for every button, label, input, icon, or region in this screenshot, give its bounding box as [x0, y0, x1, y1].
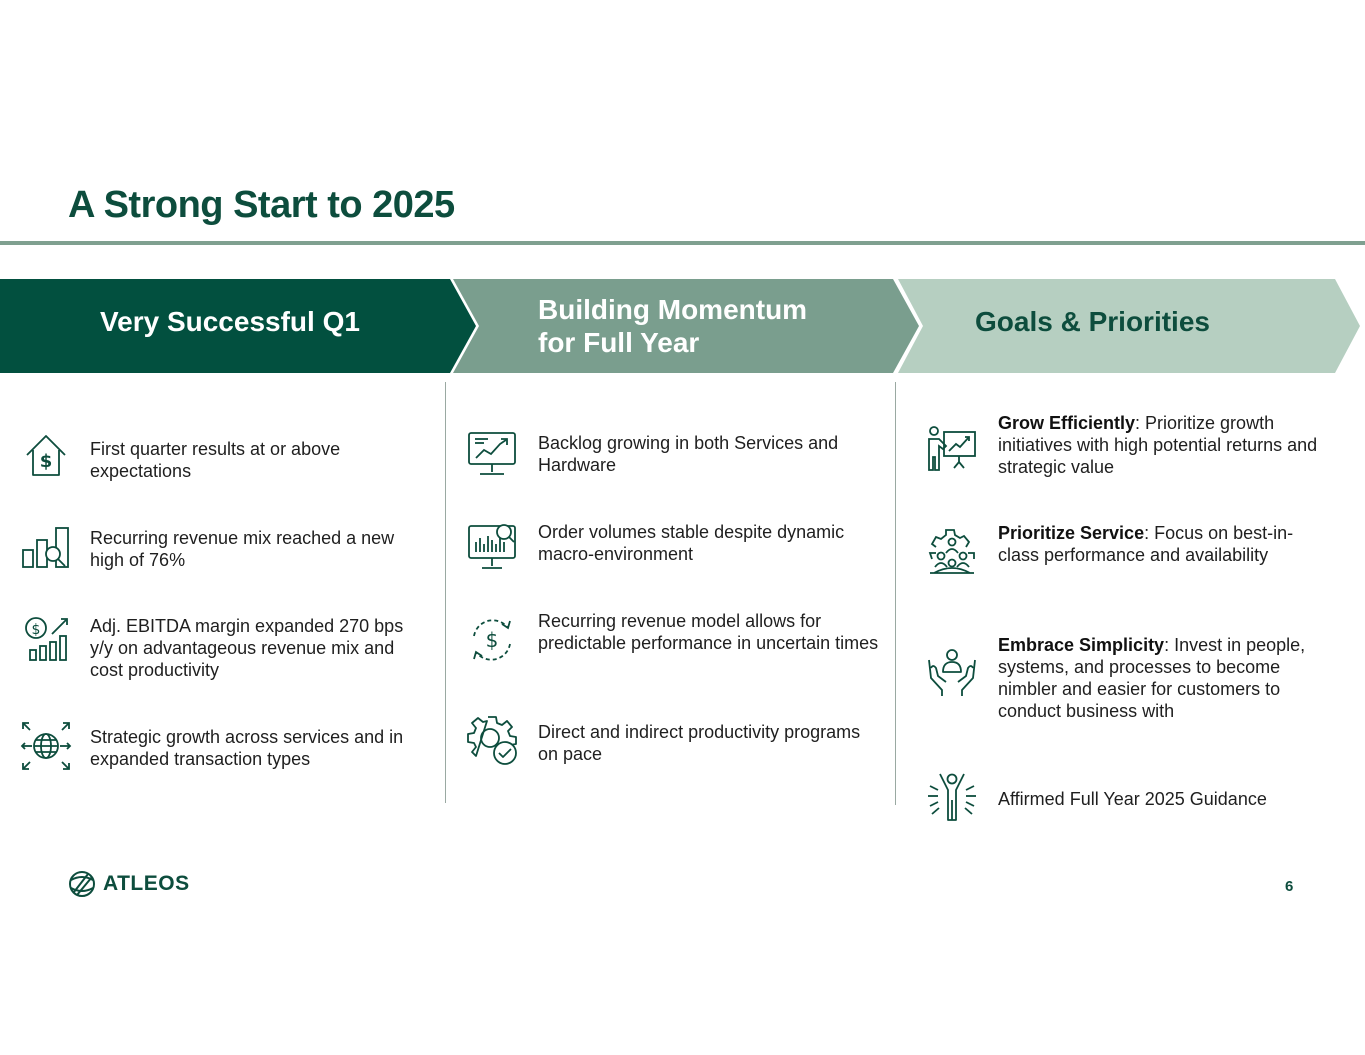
column-header-momentum-line1: Building Momentum [538, 294, 808, 325]
column-header-momentum-line2: for Full Year [538, 327, 700, 358]
atleos-globe-icon [68, 870, 96, 898]
item-text [998, 522, 1328, 566]
column-header-q1: Very Successful Q1 [100, 306, 360, 337]
title-divider [0, 241, 1365, 245]
svg-text:$: $ [485, 628, 499, 652]
column-divider-2 [895, 382, 896, 805]
recurring-dollar-icon [466, 614, 518, 666]
item-body: : Prioritize growth initiatives with high potential returns and strategic value [998, 413, 1318, 477]
column-header-momentum [538, 293, 807, 359]
person-celebrate-icon [926, 772, 978, 824]
svg-text:$: $ [39, 451, 53, 472]
item-bold-label: Embrace Simplicity [998, 635, 1165, 655]
presenter-chart-icon [926, 424, 978, 476]
item-text: Order volumes stable despite dynamic macro-environment [538, 522, 845, 564]
item-text: Strategic growth across services and in expanded transaction types [90, 727, 404, 769]
item-body: : Focus on best-in-class performance and availability [998, 523, 1294, 565]
item-bold-label: Prioritize Service [998, 523, 1145, 543]
svg-text:$: $ [31, 622, 41, 638]
globe-expand-icon [20, 720, 72, 772]
item-bold-label: Grow Efficiently [998, 413, 1136, 433]
gear-check-icon [466, 714, 518, 766]
chart-magnifier-icon [20, 520, 72, 572]
page-number: 6 [1285, 878, 1294, 895]
item-text: Recurring revenue mix reached a new high of 76% [90, 528, 395, 570]
item-text: Adj. EBITDA margin expanded 270 bps y/y on advantageous revenue mix and cost productivity [90, 616, 404, 680]
monitor-search-icon [466, 520, 518, 572]
item-text: Affirmed Full Year 2025 Guidance [998, 789, 1267, 809]
hands-person-icon [926, 646, 978, 698]
item-text [998, 634, 1328, 722]
column-divider-1 [445, 382, 446, 803]
item-body: : Invest in people, systems, and processes to become nimbler and easier for customers to conduct business with [998, 635, 1306, 721]
column-header-goals: Goals & Priorities [975, 306, 1210, 337]
item-text: First quarter results at or above expectations [90, 439, 341, 481]
item-text: Recurring revenue model allows for predictable performance in uncertain times [538, 611, 879, 653]
slide-title: A Strong Start to 2025 [68, 184, 455, 226]
gear-people-icon [926, 527, 978, 579]
item-text: Direct and indirect productivity programs on pace [538, 722, 861, 764]
dollar-growth-icon [20, 612, 72, 664]
item-text [998, 412, 1328, 478]
item-text: Backlog growing in both Services and Hardware [538, 433, 839, 475]
house-dollar-icon [20, 430, 72, 482]
monitor-chart-icon [466, 428, 518, 480]
brand-name: ATLEOS [103, 872, 190, 895]
brand-logo [68, 869, 190, 899]
